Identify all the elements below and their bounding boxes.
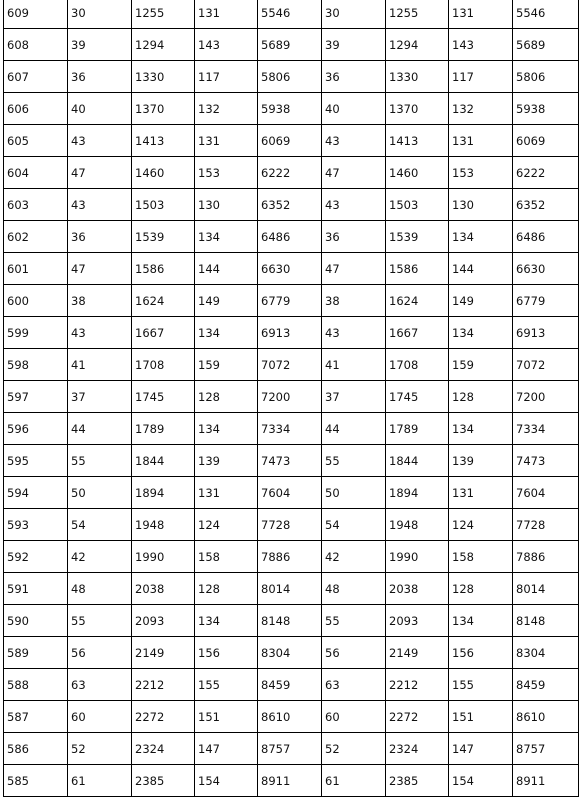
table-cell: 6913 xyxy=(513,317,579,349)
table-cell: 117 xyxy=(195,61,258,93)
table-cell: 1745 xyxy=(132,381,195,413)
table-cell: 37 xyxy=(68,381,132,413)
table-cell: 7072 xyxy=(258,349,322,381)
table-cell: 134 xyxy=(195,413,258,445)
table-cell: 1539 xyxy=(132,221,195,253)
table-cell: 153 xyxy=(195,157,258,189)
table-cell: 1503 xyxy=(132,189,195,221)
table-cell: 5546 xyxy=(513,0,579,29)
table-cell: 1894 xyxy=(132,477,195,509)
table-row xyxy=(4,349,579,381)
table-cell: 153 xyxy=(449,157,513,189)
table-cell: 7334 xyxy=(258,413,322,445)
table-cell: 1708 xyxy=(132,349,195,381)
table-cell: 39 xyxy=(322,29,386,61)
table-cell: 595 xyxy=(4,445,68,477)
table-cell: 6352 xyxy=(513,189,579,221)
table-cell: 6222 xyxy=(513,157,579,189)
table-cell: 117 xyxy=(449,61,513,93)
table-cell: 592 xyxy=(4,541,68,573)
table-cell: 8304 xyxy=(513,637,579,669)
table-cell: 36 xyxy=(322,221,386,253)
table-cell: 5938 xyxy=(513,93,579,125)
table-cell: 42 xyxy=(322,541,386,573)
table-cell: 1294 xyxy=(132,29,195,61)
table-cell: 7728 xyxy=(513,509,579,541)
table-cell: 55 xyxy=(322,445,386,477)
table-row xyxy=(4,477,579,509)
table-cell: 605 xyxy=(4,125,68,157)
table-row xyxy=(4,285,579,317)
table-row xyxy=(4,29,579,61)
table-cell: 48 xyxy=(322,573,386,605)
table-cell: 6779 xyxy=(513,285,579,317)
table-cell: 60 xyxy=(68,701,132,733)
table-cell: 38 xyxy=(322,285,386,317)
table-row xyxy=(4,0,579,29)
table-cell: 599 xyxy=(4,317,68,349)
table-cell: 603 xyxy=(4,189,68,221)
table-cell: 155 xyxy=(449,669,513,701)
table-cell: 8148 xyxy=(258,605,322,637)
table-cell: 124 xyxy=(195,509,258,541)
table-row xyxy=(4,221,579,253)
table-cell: 52 xyxy=(68,733,132,765)
table-cell: 7473 xyxy=(513,445,579,477)
table-cell: 586 xyxy=(4,733,68,765)
table-cell: 47 xyxy=(322,157,386,189)
table-cell: 604 xyxy=(4,157,68,189)
table-cell: 2272 xyxy=(132,701,195,733)
table-cell: 47 xyxy=(68,253,132,285)
table-cell: 134 xyxy=(195,317,258,349)
table-cell: 40 xyxy=(322,93,386,125)
table-cell: 139 xyxy=(195,445,258,477)
table-cell: 48 xyxy=(68,573,132,605)
table-cell: 56 xyxy=(68,637,132,669)
table-cell: 6486 xyxy=(513,221,579,253)
table-row xyxy=(4,253,579,285)
table-row xyxy=(4,701,579,733)
table-cell: 131 xyxy=(195,0,258,29)
table-cell: 60 xyxy=(322,701,386,733)
table-cell: 8911 xyxy=(513,765,579,797)
table-cell: 588 xyxy=(4,669,68,701)
table-cell: 131 xyxy=(195,477,258,509)
table-cell: 6352 xyxy=(258,189,322,221)
table-row xyxy=(4,189,579,221)
table-cell: 2093 xyxy=(132,605,195,637)
table-cell: 50 xyxy=(68,477,132,509)
table-cell: 36 xyxy=(68,221,132,253)
table-cell: 2272 xyxy=(386,701,449,733)
table-body xyxy=(4,0,579,797)
table-cell: 41 xyxy=(68,349,132,381)
table-row xyxy=(4,573,579,605)
table-cell: 131 xyxy=(449,477,513,509)
table-row xyxy=(4,669,579,701)
table-cell: 5806 xyxy=(513,61,579,93)
table-cell: 2324 xyxy=(132,733,195,765)
table-cell: 8757 xyxy=(258,733,322,765)
table-cell: 2038 xyxy=(386,573,449,605)
table-cell: 609 xyxy=(4,0,68,29)
table-cell: 38 xyxy=(68,285,132,317)
table-cell: 606 xyxy=(4,93,68,125)
table-row xyxy=(4,125,579,157)
table-row xyxy=(4,605,579,637)
table-cell: 7728 xyxy=(258,509,322,541)
table-cell: 7604 xyxy=(258,477,322,509)
table-row xyxy=(4,317,579,349)
table-cell: 1624 xyxy=(386,285,449,317)
table-cell: 7886 xyxy=(258,541,322,573)
table-cell: 1844 xyxy=(132,445,195,477)
table-cell: 39 xyxy=(68,29,132,61)
table-cell: 128 xyxy=(449,573,513,605)
table-row xyxy=(4,509,579,541)
table-cell: 2212 xyxy=(132,669,195,701)
table-cell: 156 xyxy=(449,637,513,669)
table-cell: 1586 xyxy=(386,253,449,285)
table-cell: 2385 xyxy=(386,765,449,797)
table-cell: 591 xyxy=(4,573,68,605)
table-cell: 1330 xyxy=(132,61,195,93)
table-cell: 7200 xyxy=(513,381,579,413)
table-cell: 128 xyxy=(449,381,513,413)
table-cell: 1948 xyxy=(386,509,449,541)
table-cell: 1708 xyxy=(386,349,449,381)
table-cell: 7886 xyxy=(513,541,579,573)
table-cell: 44 xyxy=(322,413,386,445)
table-cell: 30 xyxy=(322,0,386,29)
table-cell: 593 xyxy=(4,509,68,541)
table-cell: 144 xyxy=(195,253,258,285)
table-cell: 597 xyxy=(4,381,68,413)
table-cell: 52 xyxy=(322,733,386,765)
table-cell: 149 xyxy=(195,285,258,317)
table-cell: 63 xyxy=(68,669,132,701)
table-cell: 1413 xyxy=(132,125,195,157)
table-cell: 1745 xyxy=(386,381,449,413)
table-cell: 149 xyxy=(449,285,513,317)
table-cell: 1624 xyxy=(132,285,195,317)
table-cell: 47 xyxy=(322,253,386,285)
table-cell: 1990 xyxy=(132,541,195,573)
table-cell: 55 xyxy=(68,605,132,637)
table-cell: 143 xyxy=(195,29,258,61)
table-row xyxy=(4,733,579,765)
table-cell: 2385 xyxy=(132,765,195,797)
table-cell: 5689 xyxy=(513,29,579,61)
table-cell: 55 xyxy=(322,605,386,637)
table-cell: 1990 xyxy=(386,541,449,573)
table-cell: 47 xyxy=(68,157,132,189)
table-cell: 134 xyxy=(195,221,258,253)
table-cell: 43 xyxy=(322,189,386,221)
table-cell: 63 xyxy=(322,669,386,701)
table-cell: 158 xyxy=(195,541,258,573)
table-cell: 1844 xyxy=(386,445,449,477)
table-cell: 1255 xyxy=(132,0,195,29)
table-cell: 156 xyxy=(195,637,258,669)
table-cell: 159 xyxy=(195,349,258,381)
table-cell: 1503 xyxy=(386,189,449,221)
table-cell: 1586 xyxy=(132,253,195,285)
table-cell: 131 xyxy=(195,125,258,157)
table-cell: 1294 xyxy=(386,29,449,61)
table-cell: 151 xyxy=(449,701,513,733)
table-row xyxy=(4,765,579,797)
table-cell: 8148 xyxy=(513,605,579,637)
table-cell: 6069 xyxy=(258,125,322,157)
table-cell: 2093 xyxy=(386,605,449,637)
table-cell: 585 xyxy=(4,765,68,797)
table-cell: 587 xyxy=(4,701,68,733)
table-cell: 43 xyxy=(68,125,132,157)
table-cell: 143 xyxy=(449,29,513,61)
table-cell: 2149 xyxy=(386,637,449,669)
table-cell: 2038 xyxy=(132,573,195,605)
table-cell: 139 xyxy=(449,445,513,477)
table-cell: 6069 xyxy=(513,125,579,157)
table-cell: 5546 xyxy=(258,0,322,29)
table-cell: 590 xyxy=(4,605,68,637)
table-cell: 598 xyxy=(4,349,68,381)
table-row xyxy=(4,157,579,189)
table-cell: 1789 xyxy=(386,413,449,445)
table-cell: 1255 xyxy=(386,0,449,29)
table-cell: 147 xyxy=(195,733,258,765)
table-cell: 154 xyxy=(195,765,258,797)
table-cell: 2212 xyxy=(386,669,449,701)
table-row xyxy=(4,637,579,669)
table-cell: 608 xyxy=(4,29,68,61)
table-cell: 601 xyxy=(4,253,68,285)
table-cell: 8014 xyxy=(513,573,579,605)
table-cell: 158 xyxy=(449,541,513,573)
table-cell: 144 xyxy=(449,253,513,285)
table-row xyxy=(4,413,579,445)
table-cell: 130 xyxy=(449,189,513,221)
table-cell: 55 xyxy=(68,445,132,477)
table-cell: 1894 xyxy=(386,477,449,509)
table-cell: 8459 xyxy=(513,669,579,701)
table-cell: 124 xyxy=(449,509,513,541)
table-cell: 159 xyxy=(449,349,513,381)
table-cell: 6779 xyxy=(258,285,322,317)
table-cell: 5806 xyxy=(258,61,322,93)
table-cell: 8014 xyxy=(258,573,322,605)
table-cell: 596 xyxy=(4,413,68,445)
table-cell: 6630 xyxy=(513,253,579,285)
table-cell: 43 xyxy=(68,189,132,221)
table-cell: 5938 xyxy=(258,93,322,125)
table-cell: 131 xyxy=(449,125,513,157)
table-cell: 147 xyxy=(449,733,513,765)
table-cell: 1413 xyxy=(386,125,449,157)
table-cell: 134 xyxy=(449,413,513,445)
table-cell: 40 xyxy=(68,93,132,125)
table-cell: 43 xyxy=(322,317,386,349)
table-cell: 2149 xyxy=(132,637,195,669)
table-cell: 8911 xyxy=(258,765,322,797)
table-cell: 589 xyxy=(4,637,68,669)
table-cell: 8459 xyxy=(258,669,322,701)
table-cell: 7473 xyxy=(258,445,322,477)
table-cell: 602 xyxy=(4,221,68,253)
table-cell: 61 xyxy=(322,765,386,797)
table-cell: 6222 xyxy=(258,157,322,189)
table-cell: 6630 xyxy=(258,253,322,285)
table-cell: 8304 xyxy=(258,637,322,669)
table-cell: 61 xyxy=(68,765,132,797)
table-cell: 1667 xyxy=(386,317,449,349)
table-cell: 7072 xyxy=(513,349,579,381)
table-cell: 134 xyxy=(449,317,513,349)
table-cell: 132 xyxy=(195,93,258,125)
table-cell: 155 xyxy=(195,669,258,701)
table-cell: 1370 xyxy=(132,93,195,125)
table-cell: 1460 xyxy=(386,157,449,189)
table-cell: 8610 xyxy=(513,701,579,733)
table-cell: 154 xyxy=(449,765,513,797)
table-cell: 128 xyxy=(195,381,258,413)
table-cell: 8610 xyxy=(258,701,322,733)
table-cell: 600 xyxy=(4,285,68,317)
table-cell: 131 xyxy=(449,0,513,29)
table-cell: 134 xyxy=(449,605,513,637)
table-cell: 1667 xyxy=(132,317,195,349)
table-row xyxy=(4,61,579,93)
table-cell: 7604 xyxy=(513,477,579,509)
table-cell: 43 xyxy=(68,317,132,349)
table-cell: 607 xyxy=(4,61,68,93)
table-cell: 594 xyxy=(4,477,68,509)
table-cell: 1948 xyxy=(132,509,195,541)
table-cell: 134 xyxy=(195,605,258,637)
score-distribution-table xyxy=(3,0,579,797)
table-cell: 36 xyxy=(68,61,132,93)
table-cell: 44 xyxy=(68,413,132,445)
table-cell: 6486 xyxy=(258,221,322,253)
table-cell: 134 xyxy=(449,221,513,253)
table-row xyxy=(4,381,579,413)
table-cell: 132 xyxy=(449,93,513,125)
table-cell: 54 xyxy=(322,509,386,541)
table-row xyxy=(4,541,579,573)
table-cell: 7200 xyxy=(258,381,322,413)
table-cell: 1330 xyxy=(386,61,449,93)
table-cell: 30 xyxy=(68,0,132,29)
table-cell: 50 xyxy=(322,477,386,509)
table-cell: 42 xyxy=(68,541,132,573)
table-cell: 36 xyxy=(322,61,386,93)
table-cell: 128 xyxy=(195,573,258,605)
table-cell: 43 xyxy=(322,125,386,157)
table-row xyxy=(4,93,579,125)
table-cell: 1789 xyxy=(132,413,195,445)
table-cell: 6913 xyxy=(258,317,322,349)
table-cell: 8757 xyxy=(513,733,579,765)
table-cell: 2324 xyxy=(386,733,449,765)
table-row xyxy=(4,445,579,477)
table-cell: 1539 xyxy=(386,221,449,253)
table-cell: 7334 xyxy=(513,413,579,445)
table-cell: 5689 xyxy=(258,29,322,61)
table-cell: 41 xyxy=(322,349,386,381)
table-cell: 130 xyxy=(195,189,258,221)
table-cell: 37 xyxy=(322,381,386,413)
table-cell: 54 xyxy=(68,509,132,541)
table-cell: 1460 xyxy=(132,157,195,189)
table-cell: 151 xyxy=(195,701,258,733)
table-cell: 1370 xyxy=(386,93,449,125)
table-cell: 56 xyxy=(322,637,386,669)
